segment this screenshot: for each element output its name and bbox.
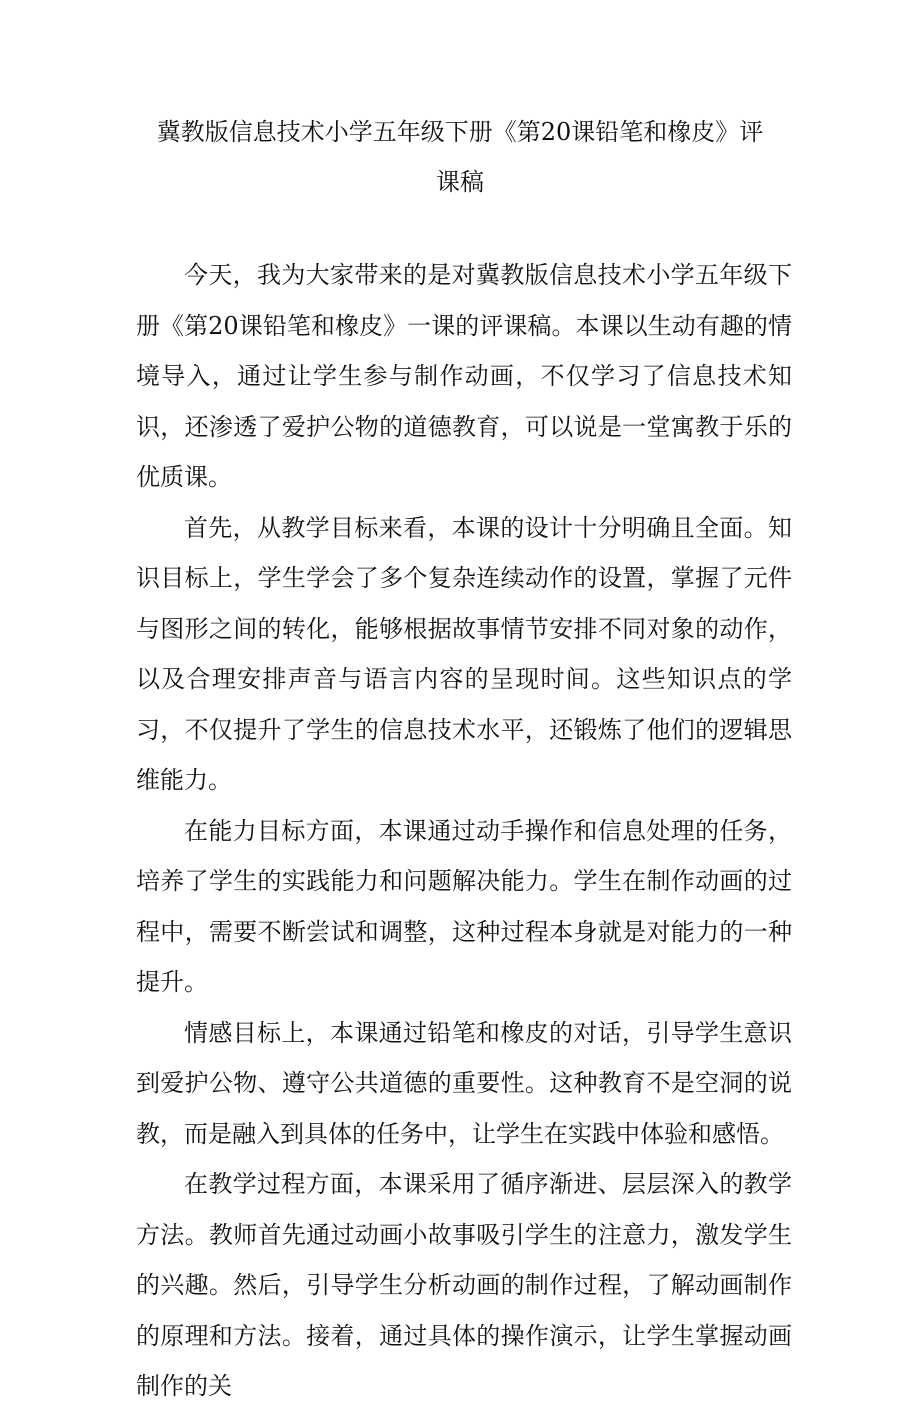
document-title-line-2: 课稿 [436, 168, 484, 196]
paragraph-intro: 今天，我为大家带来的是对冀教版信息技术小学五年级下册《第20课铅笔和橡皮》一课的评课稿。本课以生动有趣的情境导入，通过让学生参与制作动画，不仅学习了信息技术知识，还渗透了爱护公物的道德教育，可以说是一堂寓教于乐的优质课。 [136, 261, 792, 491]
paragraph-teaching-process: 在教学过程方面，本课采用了循序渐进、层层深入的教学方法。教师首先通过动画小故事吸引学生的注意力，激发学生的兴趣。然后，引导学生分析动画的制作过程，了解动画制作的原理和方法。接着，通过具体的操作演示，让学生掌握动画制作的关 [136, 1170, 792, 1400]
paragraph-ability-goals: 在能力目标方面，本课通过动手操作和信息处理的任务，培养了学生的实践能力和问题解决能力。学生在制作动画的过程中，需要不断尝试和调整，这种过程本身就是对能力的一种提升。 [136, 816, 792, 996]
paragraph-emotional-goals: 情感目标上，本课通过铅笔和橡皮的对话，引导学生意识到爱护公物、遵守公共道德的重要性。这种教育不是空洞的说教，而是融入到具体的任务中，让学生在实践中体验和感悟。 [136, 1018, 792, 1148]
document-title-line-1: 冀教版信息技术小学五年级下册《第20课铅笔和橡皮》评 [156, 118, 764, 146]
document-body [136, 250, 792, 1412]
paragraph-knowledge-goals: 首先，从教学目标来看，本课的设计十分明确且全面。知识目标上，学生学会了多个复杂连续动作的设置，掌握了元件与图形之间的转化，能够根据故事情节安排不同对象的动作，以及合理安排声音与语言内容的呈现时间。这些知识点的学习，不仅提升了学生的信息技术水平，还锻炼了他们的逻辑思维能力。 [136, 513, 792, 794]
